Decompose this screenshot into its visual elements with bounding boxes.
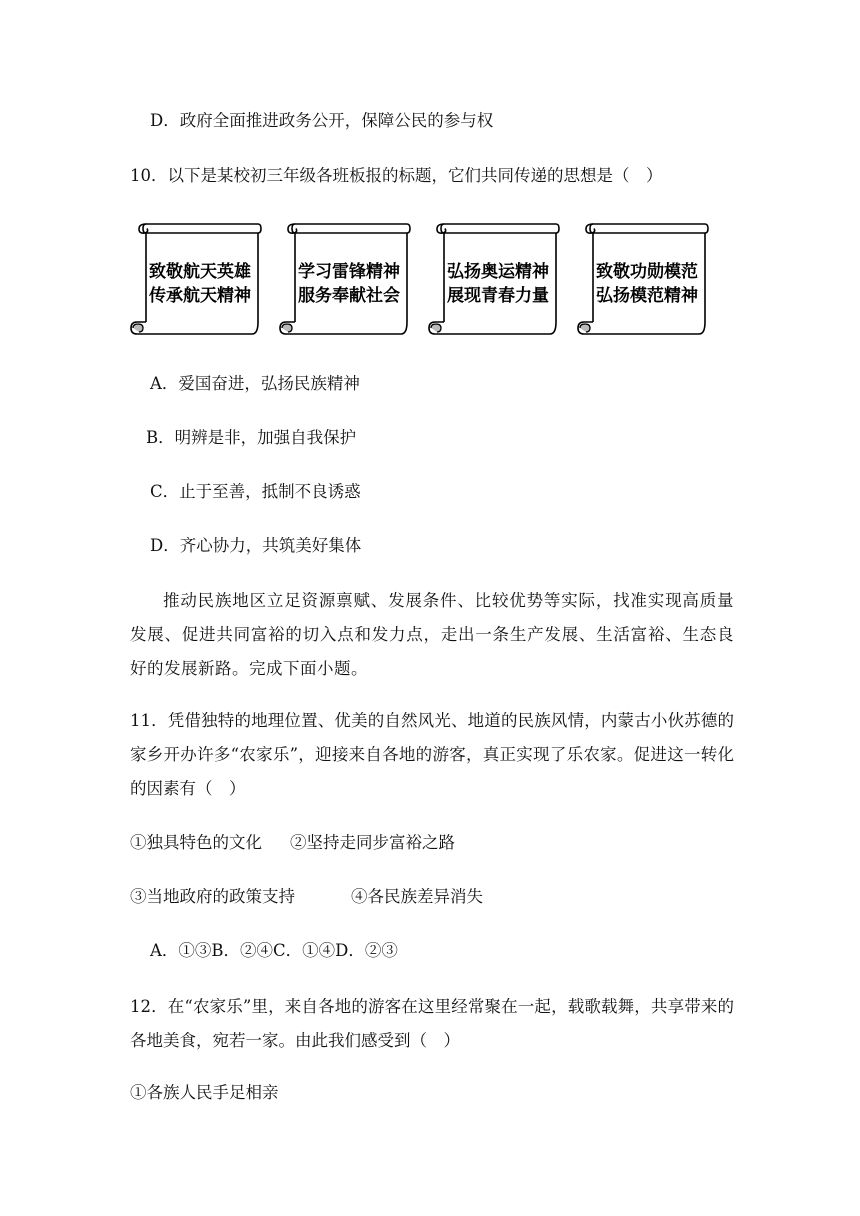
scroll-3-line-2: 展现青春力量	[447, 286, 549, 306]
scroll-1-line-1: 致敬航天英雄	[149, 262, 251, 282]
scroll-curl-bottom	[133, 324, 143, 332]
scroll-4-line-2: 弘扬模范精神	[596, 286, 698, 306]
scroll-banner-4	[577, 220, 709, 338]
intro-passage: 推动民族地区立足资源禀赋、发展条件、比较优势等实际，找准实现高质量发展、促进共同富裕的切入点和发力点，走出一条生产发展、生活富裕、生态良好的发展新路。完成下面小题。	[130, 591, 734, 678]
q11-choices: A．①③B．②④C．①④D．②③	[150, 941, 398, 960]
scroll-curl-bottom	[282, 324, 292, 332]
scroll-top-roll	[441, 224, 559, 233]
scroll-banner-3	[428, 220, 560, 338]
q10-stem: 10．以下是某校初三年级各班板报的标题，它们共同传递的思想是（ ）	[130, 166, 663, 185]
q10-option-b: B．明辨是非，加强自我保护	[146, 428, 357, 447]
q12-stem: 12．在“农家乐”里，来自各地的游客在这里经常聚在一起，载歌载舞，共享带来的各地美食，宛若一家。由此我们感受到（ ）	[130, 997, 734, 1050]
scroll-3-line-1: 弘扬奥运精神	[447, 262, 549, 282]
q11-item-3: ③当地政府的政策支持	[130, 887, 295, 906]
scroll-4-line-1: 致敬功勋模范	[596, 262, 698, 282]
scroll-banner-2	[279, 220, 411, 338]
q10-option-d: D．齐心协力，共筑美好集体	[150, 536, 362, 555]
q11-item-2: ②坚持走同步富裕之路	[290, 833, 455, 852]
scroll-2-line-2: 服务奉献社会	[298, 286, 400, 306]
scroll-top-roll	[292, 224, 410, 233]
q11-item-1: ①独具特色的文化	[130, 833, 262, 852]
scroll-1-line-2: 传承航天精神	[149, 286, 251, 306]
q12-item-1: ①各族人民手足相亲	[130, 1083, 279, 1102]
scroll-top-roll	[590, 224, 708, 233]
q10-option-a: A．爱国奋进，弘扬民族精神	[150, 374, 360, 393]
q9-option-d: D．政府全面推进政务公开，保障公民的参与权	[150, 111, 494, 130]
q11-item-4: ④各民族差异消失	[351, 887, 483, 906]
scroll-curl-bottom	[431, 324, 441, 332]
scroll-curl-bottom	[580, 324, 590, 332]
scroll-top-roll	[143, 224, 261, 233]
q10-option-c: C．止于至善，抵制不良诱惑	[150, 482, 361, 501]
scroll-banner-1	[130, 220, 262, 338]
scroll-2-line-1: 学习雷锋精神	[298, 262, 400, 282]
q11-stem: 11．凭借独特的地理位置、优美的自然风光、地道的民族风情，内蒙古小伙苏德的家乡开办许多“农家乐”，迎接来自各地的游客，真正实现了乐农家。促进这一转化的因素有（ ）	[130, 711, 734, 798]
